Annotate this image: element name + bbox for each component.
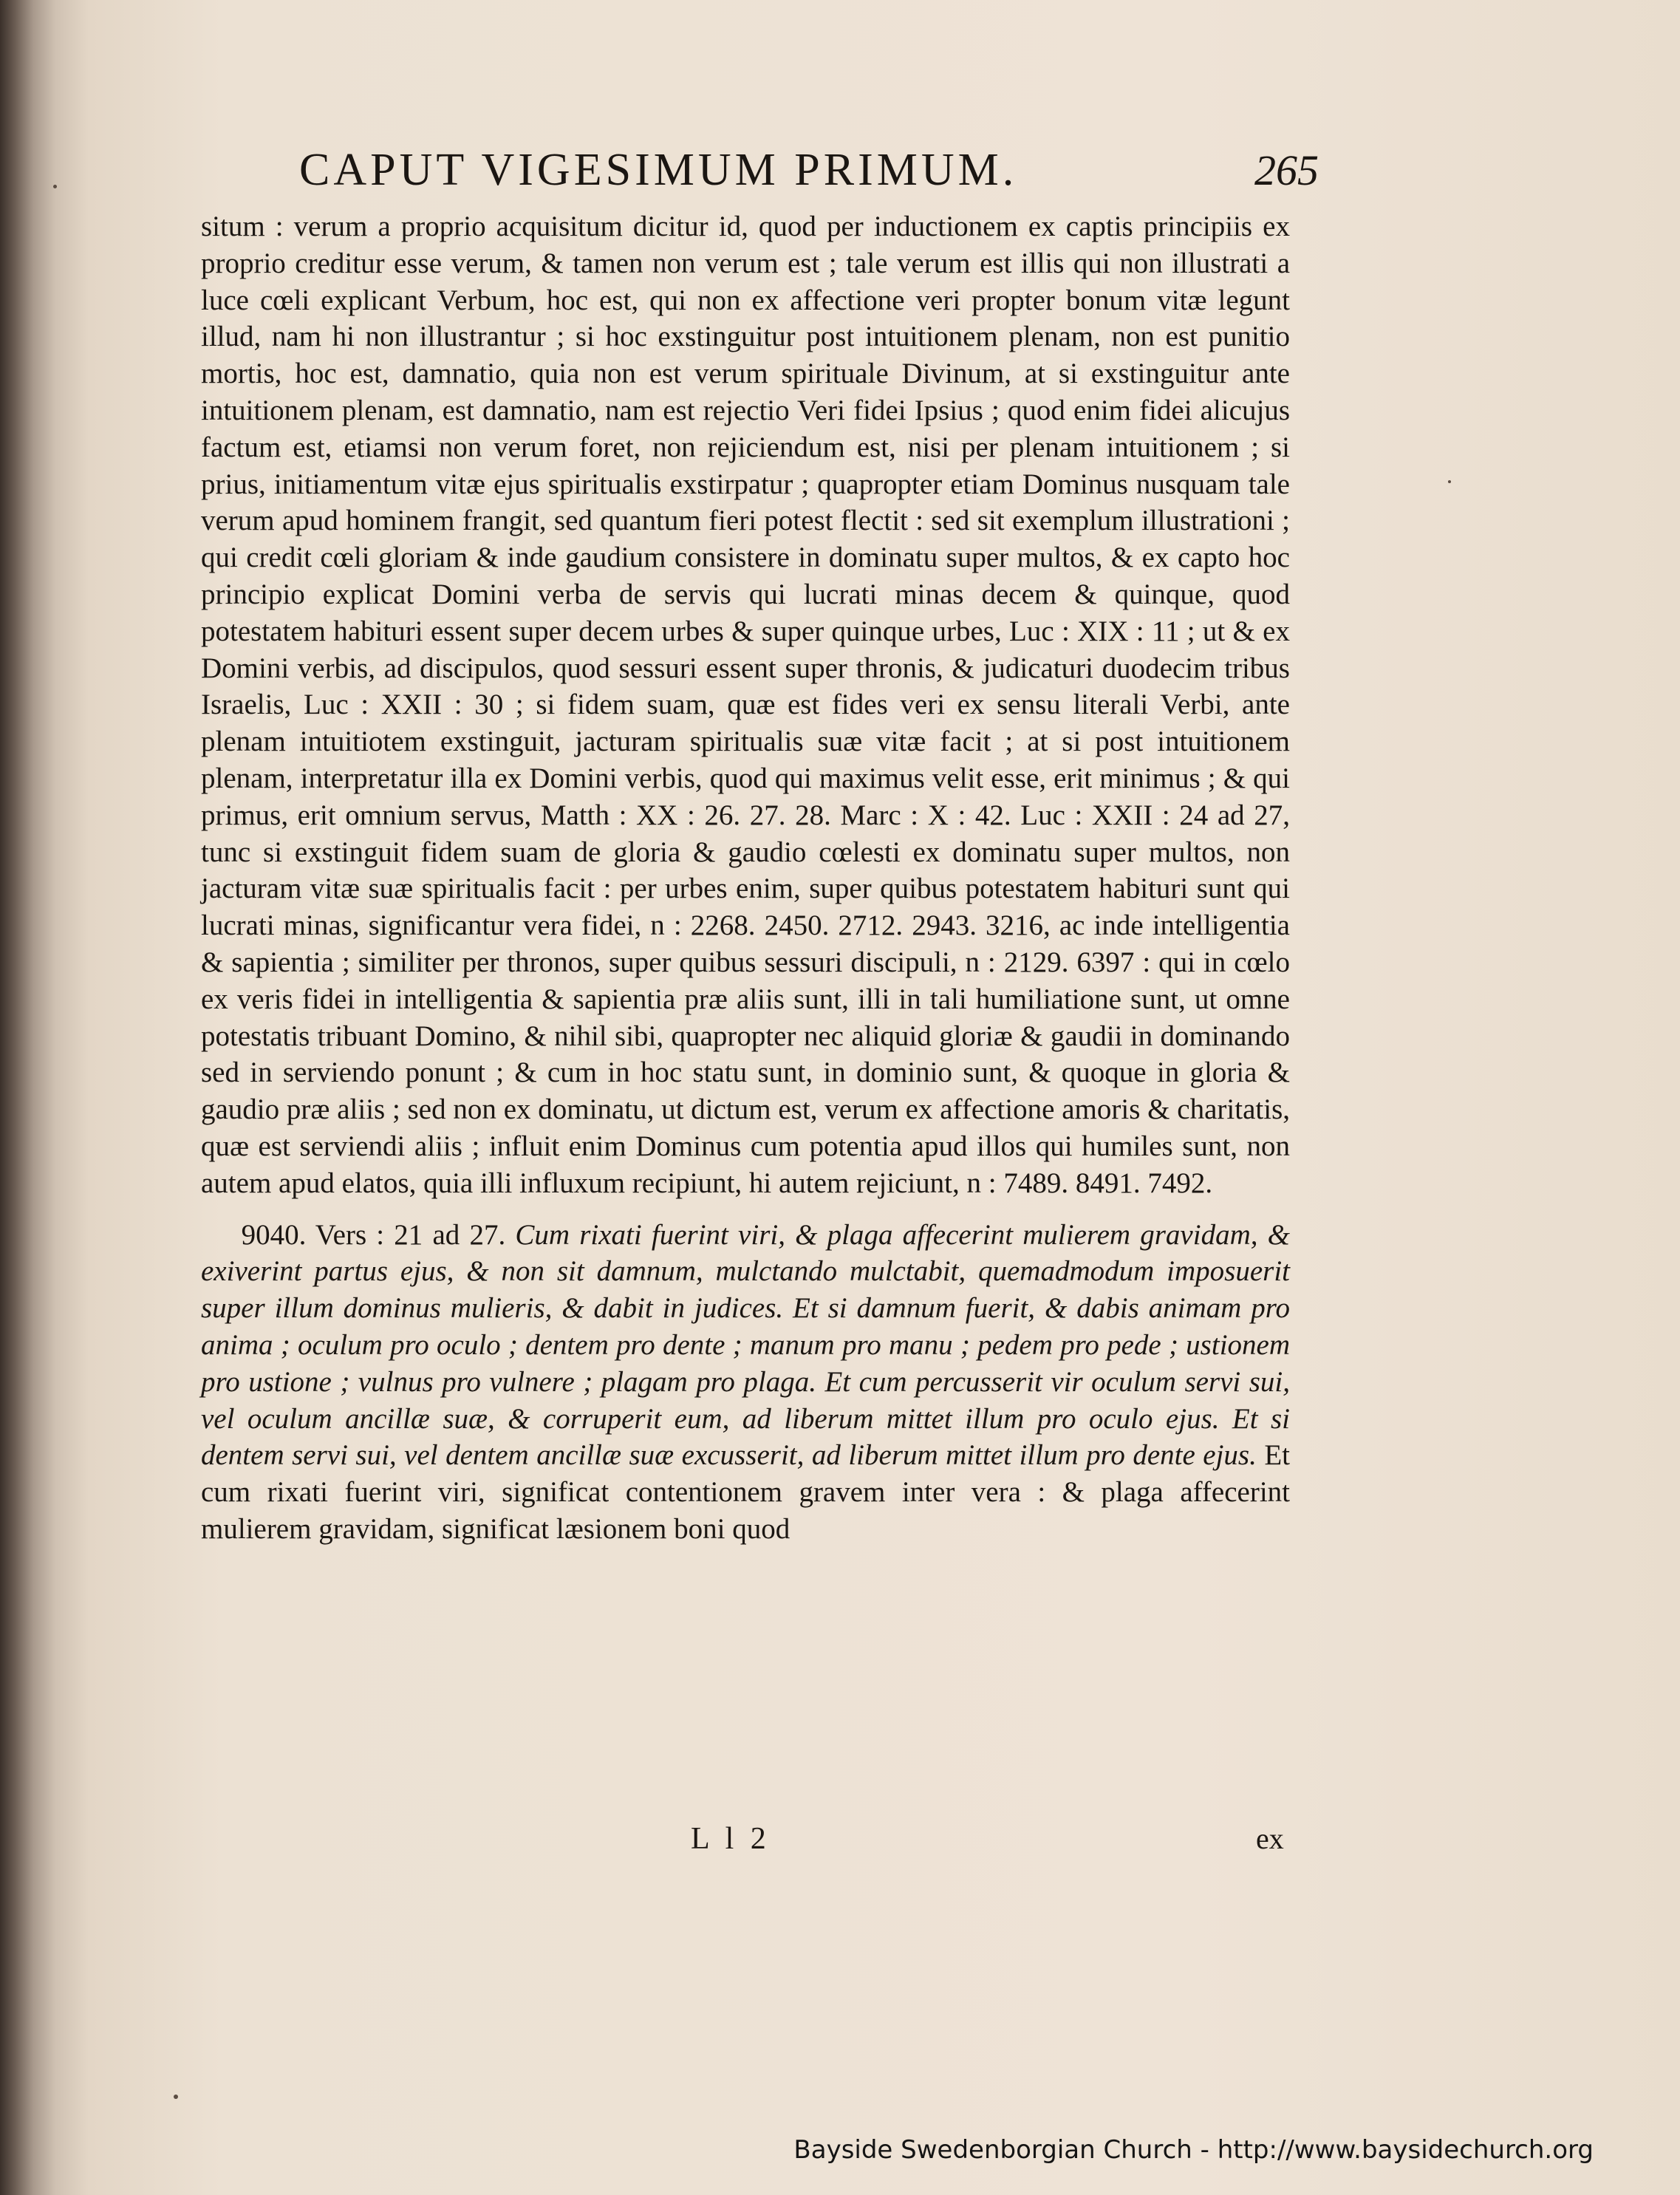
- body-text: [201, 208, 1290, 1548]
- paper-speck: [53, 185, 57, 188]
- paragraph-2-text: Et cum rixati fuerint viri, significat contentionem gravem inter vera : & plaga affecerint mulierem gravidam, significat læsionem boni quod: [201, 1439, 1290, 1545]
- running-title: CAPUT VIGESIMUM PRIMUM.: [299, 145, 1018, 195]
- page-number: 265: [1254, 146, 1319, 194]
- paragraph-2-lemma: Cum rixati fuerint viri, & plaga affecerint mulierem gravidam, & exiverint partus ejus, & non sit damnum, mulctando mulctabit, quemadmodum imposuerit super illum dominus mulieris, & dabit in judices. Et si damnum fuerit, & dabis animam pro anima ; oculum pro oculo ; dentem pro dente ; manum pro manu ; pedem pro pede ; ustionem pro ustione ; vulnus pro vulnere ; plagam pro plaga. Et cum percusserit vir oculum servi sui, vel oculum ancillæ suæ, & corruperit eum, ad liberum mittet illum pro oculo ejus. Et si dentem servi sui, vel dentem ancillæ suæ excusserit, ad liberum mittet illum pro dente ejus.: [201, 1218, 1291, 1472]
- watermark-text: Bayside Swedenborgian Church - http://www.baysidechurch.org: [793, 2135, 1594, 2165]
- catchword: ex: [1256, 1822, 1284, 1855]
- paragraph-2-lead: 9040. Vers : 21 ad 27.: [241, 1218, 506, 1251]
- signature-mark: L l 2: [691, 1822, 771, 1856]
- page-header: [299, 133, 1319, 207]
- paragraph-1: situm : verum a proprio acquisitum dicitur id, quod per inductionem ex captis principiis ex proprio creditur esse verum, & tamen non verum est ; tale verum est illis qui non illustrati a luce cœli explicant Verbum, hoc est, qui non ex affectione veri propter bonum vitæ legunt illud, nam hi non illustrantur ; si hoc exstinguitur post intuitionem plenam, non est punitio mortis, hoc est, damnatio, quia non est verum spirituale Divinum, at si exstinguitur ante intuitionem plenam, est damnatio, nam est rejectio Veri fidei Ipsius ; quod enim fidei alicujus factum est, etiamsi non verum foret, non rejiciendum est, nisi per plenam intuitionem ; si prius, initiamentum vitæ ejus spiritualis exstirpatur ; quapropter etiam Dominus nusquam tale verum apud hominem frangit, sed quantum fieri potest flectit : sed sit exemplum illustrationi ; qui credit cœli gloriam & inde gaudium consistere in dominatu super multos, & ex capto hoc principio explicat Domini verba de servis qui lucrati minas decem & quinque, quod potestatem habituri essent super decem urbes & super quinque urbes, Luc : XIX : 11 ; ut & ex Domini verbis, ad discipulos, quod sessuri essent super thronis, & judicaturi duodecim tribus Israelis, Luc : XXII : 30 ; si fidem suam, quæ est fides veri ex sensu literali Verbi, ante plenam intuitiotem exstinguit, jacturam spiritualis suæ vitæ facit ; at si post intuitionem plenam, interpretatur illa ex Domini verbis, quod qui maximus velit esse, erit minimus ; & qui primus, erit omnium servus, Matth : XX : 26. 27. 28. Marc : X : 42. Luc : XXII : 24 ad 27, tunc si exstinguit fidem suam de gloria & gaudio cœlesti ex dominatu super multos, non jacturam vitæ suæ spiritualis facit : per urbes enim, super quibus potestatem habituri sunt qui lucrati minas, significantur vera fidei, n : 2268. 2450. 2712. 2943. 3216, ac inde intelligentia & sapientia ; similiter per thronos, super quibus sessuri discipuli, n : 2129. 6397 : qui in cœlo ex veris fidei in intelligentia & sapientia præ aliis sunt, illi in tali humiliatione sunt, ut omne potestatis tribuant Domino, & nihil sibi, quapropter nec aliquid gloriæ & gaudii in dominando sed in serviendo ponunt ; & cum in hoc statu sunt, in dominio sunt, & quoque in gloria & gaudio præ aliis ; sed non ex dominatu, ut dictum est, verum ex affectione amoris & charitatis, quæ est serviendi aliis ; influit enim Dominus cum potentia apud illos qui humiles sunt, non autem apud elatos, quia illi influxum recipiunt, hi autem rejiciunt, n : 7489. 8491. 7492.: [201, 211, 1290, 1199]
- paragraph-2: [201, 1217, 1290, 1548]
- paper-speck: [174, 2095, 178, 2099]
- paper-speck: [1448, 480, 1451, 483]
